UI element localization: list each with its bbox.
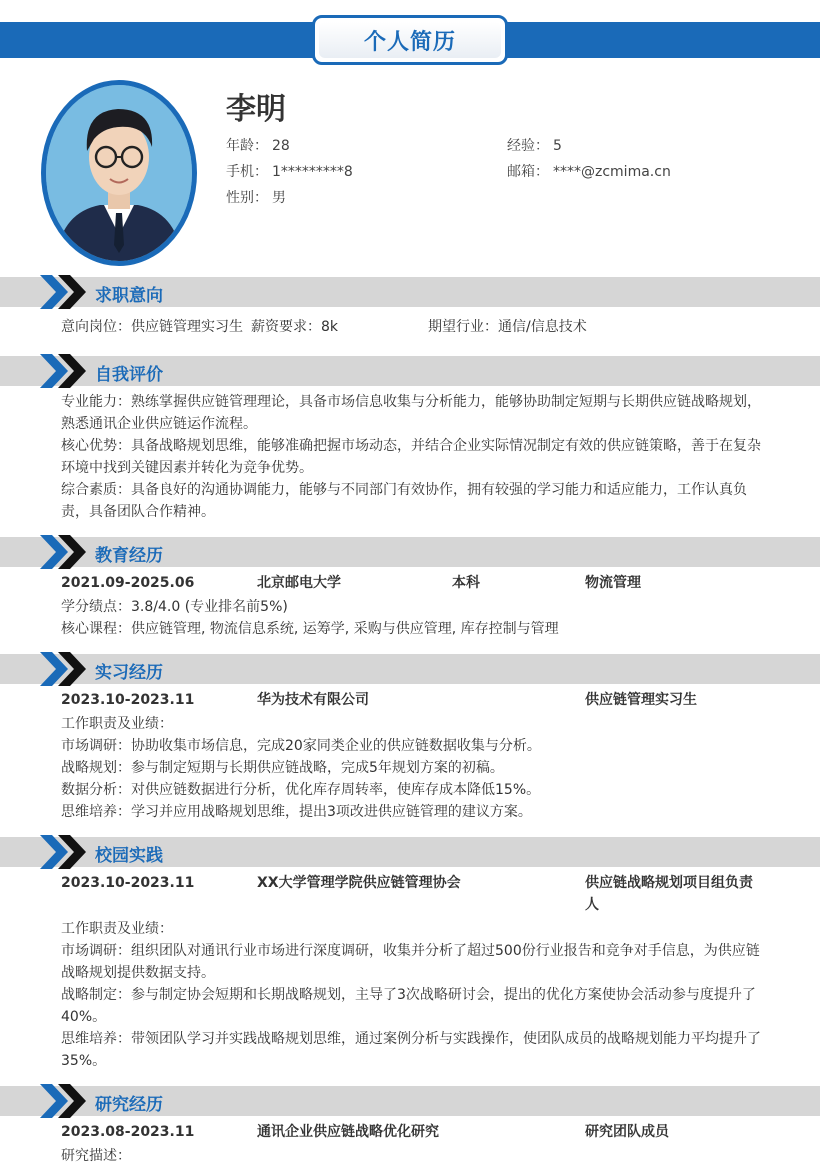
section-header-intent (0, 277, 820, 307)
self-professional: 专业能力：熟练掌握供应链管理理论，具备市场信息收集与分析能力，能够协助制定短期与长期供应链战略规划，熟悉通讯企业供应链运作流程。 (61, 394, 761, 432)
gender-label: 性别： (226, 190, 268, 206)
double-chevron-icon (40, 354, 90, 388)
edu-major: 物流管理 (585, 575, 641, 591)
intern-duty-line: 数据分析：对供应链数据进行分析，优化库存周转率，使库存成本降低15%。 (61, 782, 541, 798)
intent-industry: 期望行业：通信/信息技术 (428, 319, 587, 335)
age-value: 28 (272, 138, 290, 154)
email-value: ****@zcmima.cn (553, 164, 671, 180)
section-title-intent: 求职意向 (95, 286, 163, 306)
edu-courses: 核心课程：供应链管理, 物流信息系统, 运筹学, 采购与供应管理, 库存控制与管理 (61, 621, 559, 637)
intern-role: 供应链管理实习生 (585, 692, 697, 708)
double-chevron-icon (40, 275, 90, 309)
experience-row (507, 135, 562, 155)
campus-org: XX大学管理学院供应链管理协会 (257, 875, 461, 891)
intent-position: 意向岗位：供应链管理实习生 (61, 319, 243, 335)
campus-duty-line: 思维培养：带领团队学习并实践战略规划思维，通过案例分析与实践操作，使团队成员的战略规划能力平均提升了35%。 (61, 1031, 761, 1069)
intern-date: 2023.10-2023.11 (61, 692, 195, 708)
research-role: 研究团队成员 (585, 1124, 669, 1140)
section-title-internship: 实习经历 (95, 663, 163, 683)
section-header-self (0, 356, 820, 386)
gender-value: 男 (272, 190, 286, 206)
phone-label: 手机： (226, 164, 268, 180)
intern-duty-line: 战略规划：参与制定短期与长期供应链战略，完成5年规划方案的初稿。 (61, 760, 504, 776)
intent-salary: 薪资要求：8k (251, 319, 339, 335)
experience-label: 经验： (507, 138, 549, 154)
research-date: 2023.08-2023.11 (61, 1124, 195, 1140)
intern-duties-heading: 工作职责及业绩： (61, 716, 173, 732)
self-strengths: 核心优势：具备战略规划思维，能够准确把握市场动态，并结合企业实际情况制定有效的供应链策略，善于在复杂环境中找到关键因素并转化为竞争优势。 (61, 438, 761, 476)
research-topic: 通讯企业供应链战略优化研究 (257, 1124, 439, 1140)
phone-row (226, 161, 353, 181)
research-description-heading: 研究描述： (61, 1148, 131, 1164)
double-chevron-icon (40, 835, 90, 869)
campus-duty-line: 市场调研：组织团队对通讯行业市场进行深度调研，收集并分析了超过500份行业报告和竞争对手信息，为供应链战略规划提供数据支持。 (61, 943, 760, 981)
double-chevron-icon (40, 1084, 90, 1118)
person-portrait-icon (46, 85, 192, 261)
edu-date: 2021.09-2025.06 (61, 575, 195, 591)
section-title-research: 研究经历 (95, 1095, 163, 1115)
section-header-education (0, 537, 820, 567)
intern-duty-line: 市场调研：协助收集市场信息，完成20家同类企业的供应链数据收集与分析。 (61, 738, 541, 754)
edu-degree: 本科 (452, 575, 480, 591)
avatar (41, 80, 197, 266)
section-title-education: 教育经历 (95, 546, 163, 566)
campus-duties-heading: 工作职责及业绩： (61, 921, 173, 937)
email-label: 邮箱： (507, 164, 549, 180)
campus-role: 供应链战略规划项目组负责人 (585, 875, 753, 913)
edu-gpa: 学分绩点：3.8/4.0 (专业排名前5%) (61, 599, 288, 615)
gender-row (226, 187, 286, 207)
candidate-name: 李明 (226, 92, 286, 127)
double-chevron-icon (40, 652, 90, 686)
age-row (226, 135, 290, 155)
resume-title-box (312, 15, 508, 65)
phone-value: 1*********8 (272, 164, 353, 180)
section-header-research (0, 1086, 820, 1116)
age-label: 年龄： (226, 138, 268, 154)
section-header-campus (0, 837, 820, 867)
avatar-photo (46, 85, 192, 261)
section-title-campus: 校园实践 (95, 846, 163, 866)
campus-duty-line: 战略制定：参与制定协会短期和长期战略规划，主导了3次战略研讨会，提出的优化方案使协会活动参与度提升了40%。 (61, 987, 756, 1025)
double-chevron-icon (40, 535, 90, 569)
email-row (507, 161, 671, 181)
self-qualities: 综合素质：具备良好的沟通协调能力，能够与不同部门有效协作，拥有较强的学习能力和适应能力，工作认真负责，具备团队合作精神。 (61, 482, 747, 520)
experience-value: 5 (553, 138, 562, 154)
resume-title: 个人简历 (319, 22, 501, 58)
campus-date: 2023.10-2023.11 (61, 875, 195, 891)
section-header-internship (0, 654, 820, 684)
intern-duty-line: 思维培养：学习并应用战略规划思维，提出3项改进供应链管理的建议方案。 (61, 804, 532, 820)
edu-school: 北京邮电大学 (257, 575, 341, 591)
section-title-self: 自我评价 (95, 365, 163, 385)
intern-company: 华为技术有限公司 (257, 692, 369, 708)
